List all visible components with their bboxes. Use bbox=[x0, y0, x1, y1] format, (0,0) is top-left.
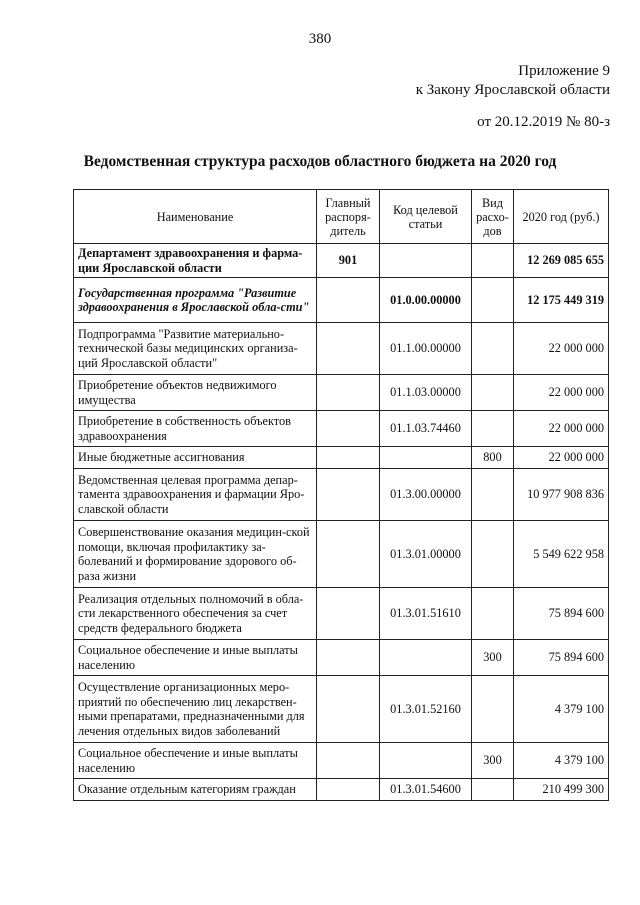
row-sum-cell: 4 379 100 bbox=[514, 743, 609, 779]
table-row bbox=[74, 278, 609, 323]
table-row bbox=[74, 244, 609, 278]
row-main-manager-cell bbox=[317, 278, 380, 323]
row-name-cell: Оказание отдельным категориям граждан bbox=[74, 779, 317, 801]
row-name-cell: Приобретение объектов недвижимого имущества bbox=[74, 375, 317, 411]
row-expense-kind-cell bbox=[472, 676, 514, 743]
row-target-code-cell: 01.3.01.52160 bbox=[380, 676, 472, 743]
table-row bbox=[74, 640, 609, 676]
row-target-code-cell bbox=[380, 743, 472, 779]
row-target-code-cell: 01.1.03.00000 bbox=[380, 375, 472, 411]
row-sum-cell: 75 894 600 bbox=[514, 640, 609, 676]
table-header-row bbox=[74, 190, 609, 244]
row-main-manager-cell bbox=[317, 521, 380, 588]
row-main-manager-cell bbox=[317, 676, 380, 743]
row-main-manager-cell bbox=[317, 779, 380, 801]
row-sum-cell: 75 894 600 bbox=[514, 588, 609, 640]
table-row bbox=[74, 521, 609, 588]
annex-line-1: Приложение 9 bbox=[518, 63, 610, 79]
row-main-manager-cell bbox=[317, 588, 380, 640]
row-target-code-cell bbox=[380, 244, 472, 278]
row-name-cell: Департамент здравоохранения и фарма-ции Ярославской области bbox=[74, 244, 317, 278]
row-expense-kind-cell bbox=[472, 469, 514, 521]
row-name-cell: Социальное обеспечение и иные выплаты населению bbox=[74, 640, 317, 676]
row-name-cell: Осуществление организационных меро-приятий по обеспечению лиц лекарствен-ными препаратами, предназначенными для лечения отдельных видов заболеваний bbox=[74, 676, 317, 743]
table-row bbox=[74, 779, 609, 801]
row-target-code-cell: 01.1.00.00000 bbox=[380, 323, 472, 375]
table-row bbox=[74, 588, 609, 640]
row-expense-kind-cell bbox=[472, 244, 514, 278]
row-main-manager-cell bbox=[317, 411, 380, 447]
row-name-cell: Социальное обеспечение и иные выплаты населению bbox=[74, 743, 317, 779]
row-target-code-cell: 01.1.03.74460 bbox=[380, 411, 472, 447]
row-expense-kind-cell bbox=[472, 588, 514, 640]
row-target-code-cell bbox=[380, 640, 472, 676]
row-main-manager-cell bbox=[317, 640, 380, 676]
row-main-manager-cell bbox=[317, 375, 380, 411]
document-title: Ведомственная структура расходов областного бюджета на 2020 год bbox=[83, 153, 557, 170]
row-expense-kind-cell bbox=[472, 278, 514, 323]
header-main-manager: Главный распоря-дитель bbox=[317, 190, 380, 244]
annex-date: от 20.12.2019 № 80-з bbox=[477, 114, 610, 130]
row-name-cell: Подпрограмма "Развитие материально-технической базы медицинских организа-ций Ярославской области" bbox=[74, 323, 317, 375]
row-name-cell: Государственная программа "Развитие здравоохранения в Ярославской обла-сти" bbox=[74, 278, 317, 323]
row-main-manager-cell: 901 bbox=[317, 244, 380, 278]
row-target-code-cell bbox=[380, 447, 472, 469]
row-sum-cell: 12 269 085 655 bbox=[514, 244, 609, 278]
header-name: Наименование bbox=[74, 190, 317, 244]
header-expense-kind: Вид расхо-дов bbox=[472, 190, 514, 244]
row-main-manager-cell bbox=[317, 447, 380, 469]
budget-table bbox=[73, 189, 609, 801]
header-target-code: Код целевой статьи bbox=[380, 190, 472, 244]
row-sum-cell: 5 549 622 958 bbox=[514, 521, 609, 588]
row-target-code-cell: 01.3.01.51610 bbox=[380, 588, 472, 640]
table-row bbox=[74, 411, 609, 447]
table-row bbox=[74, 447, 609, 469]
table-row bbox=[74, 676, 609, 743]
header-sum-2020: 2020 год (руб.) bbox=[514, 190, 609, 244]
row-main-manager-cell bbox=[317, 323, 380, 375]
row-expense-kind-cell bbox=[472, 521, 514, 588]
table-row bbox=[74, 469, 609, 521]
row-main-manager-cell bbox=[317, 743, 380, 779]
row-name-cell: Ведомственная целевая программа депар-тамента здравоохранения и фармации Яро-славской области bbox=[74, 469, 317, 521]
row-sum-cell: 4 379 100 bbox=[514, 676, 609, 743]
row-target-code-cell: 01.0.00.00000 bbox=[380, 278, 472, 323]
row-name-cell: Приобретение в собственность объектов здравоохранения bbox=[74, 411, 317, 447]
row-expense-kind-cell bbox=[472, 323, 514, 375]
row-expense-kind-cell: 800 bbox=[472, 447, 514, 469]
row-target-code-cell: 01.3.00.00000 bbox=[380, 469, 472, 521]
row-name-cell: Совершенствование оказания медицин-ской помощи, включая профилактику за-болеваний и формирование здорового об-раза жизни bbox=[74, 521, 317, 588]
row-sum-cell: 10 977 908 836 bbox=[514, 469, 609, 521]
row-sum-cell: 22 000 000 bbox=[514, 411, 609, 447]
table-row bbox=[74, 375, 609, 411]
row-name-cell: Иные бюджетные ассигнования bbox=[74, 447, 317, 469]
row-expense-kind-cell bbox=[472, 411, 514, 447]
row-sum-cell: 22 000 000 bbox=[514, 447, 609, 469]
row-sum-cell: 12 175 449 319 bbox=[514, 278, 609, 323]
row-main-manager-cell bbox=[317, 469, 380, 521]
row-expense-kind-cell bbox=[472, 375, 514, 411]
row-expense-kind-cell: 300 bbox=[472, 640, 514, 676]
row-expense-kind-cell bbox=[472, 779, 514, 801]
row-name-cell: Реализация отдельных полномочий в обла-сти лекарственного обеспечения за счет средств федерального бюджета bbox=[74, 588, 317, 640]
row-target-code-cell: 01.3.01.00000 bbox=[380, 521, 472, 588]
annex-block bbox=[416, 62, 610, 132]
row-expense-kind-cell: 300 bbox=[472, 743, 514, 779]
row-sum-cell: 210 499 300 bbox=[514, 779, 609, 801]
table-row bbox=[74, 743, 609, 779]
table-body bbox=[74, 244, 609, 801]
page-number: 380 bbox=[308, 31, 332, 47]
row-sum-cell: 22 000 000 bbox=[514, 375, 609, 411]
annex-line-2: к Закону Ярославской области bbox=[415, 82, 610, 98]
row-target-code-cell: 01.3.01.54600 bbox=[380, 779, 472, 801]
row-sum-cell: 22 000 000 bbox=[514, 323, 609, 375]
table-row bbox=[74, 323, 609, 375]
